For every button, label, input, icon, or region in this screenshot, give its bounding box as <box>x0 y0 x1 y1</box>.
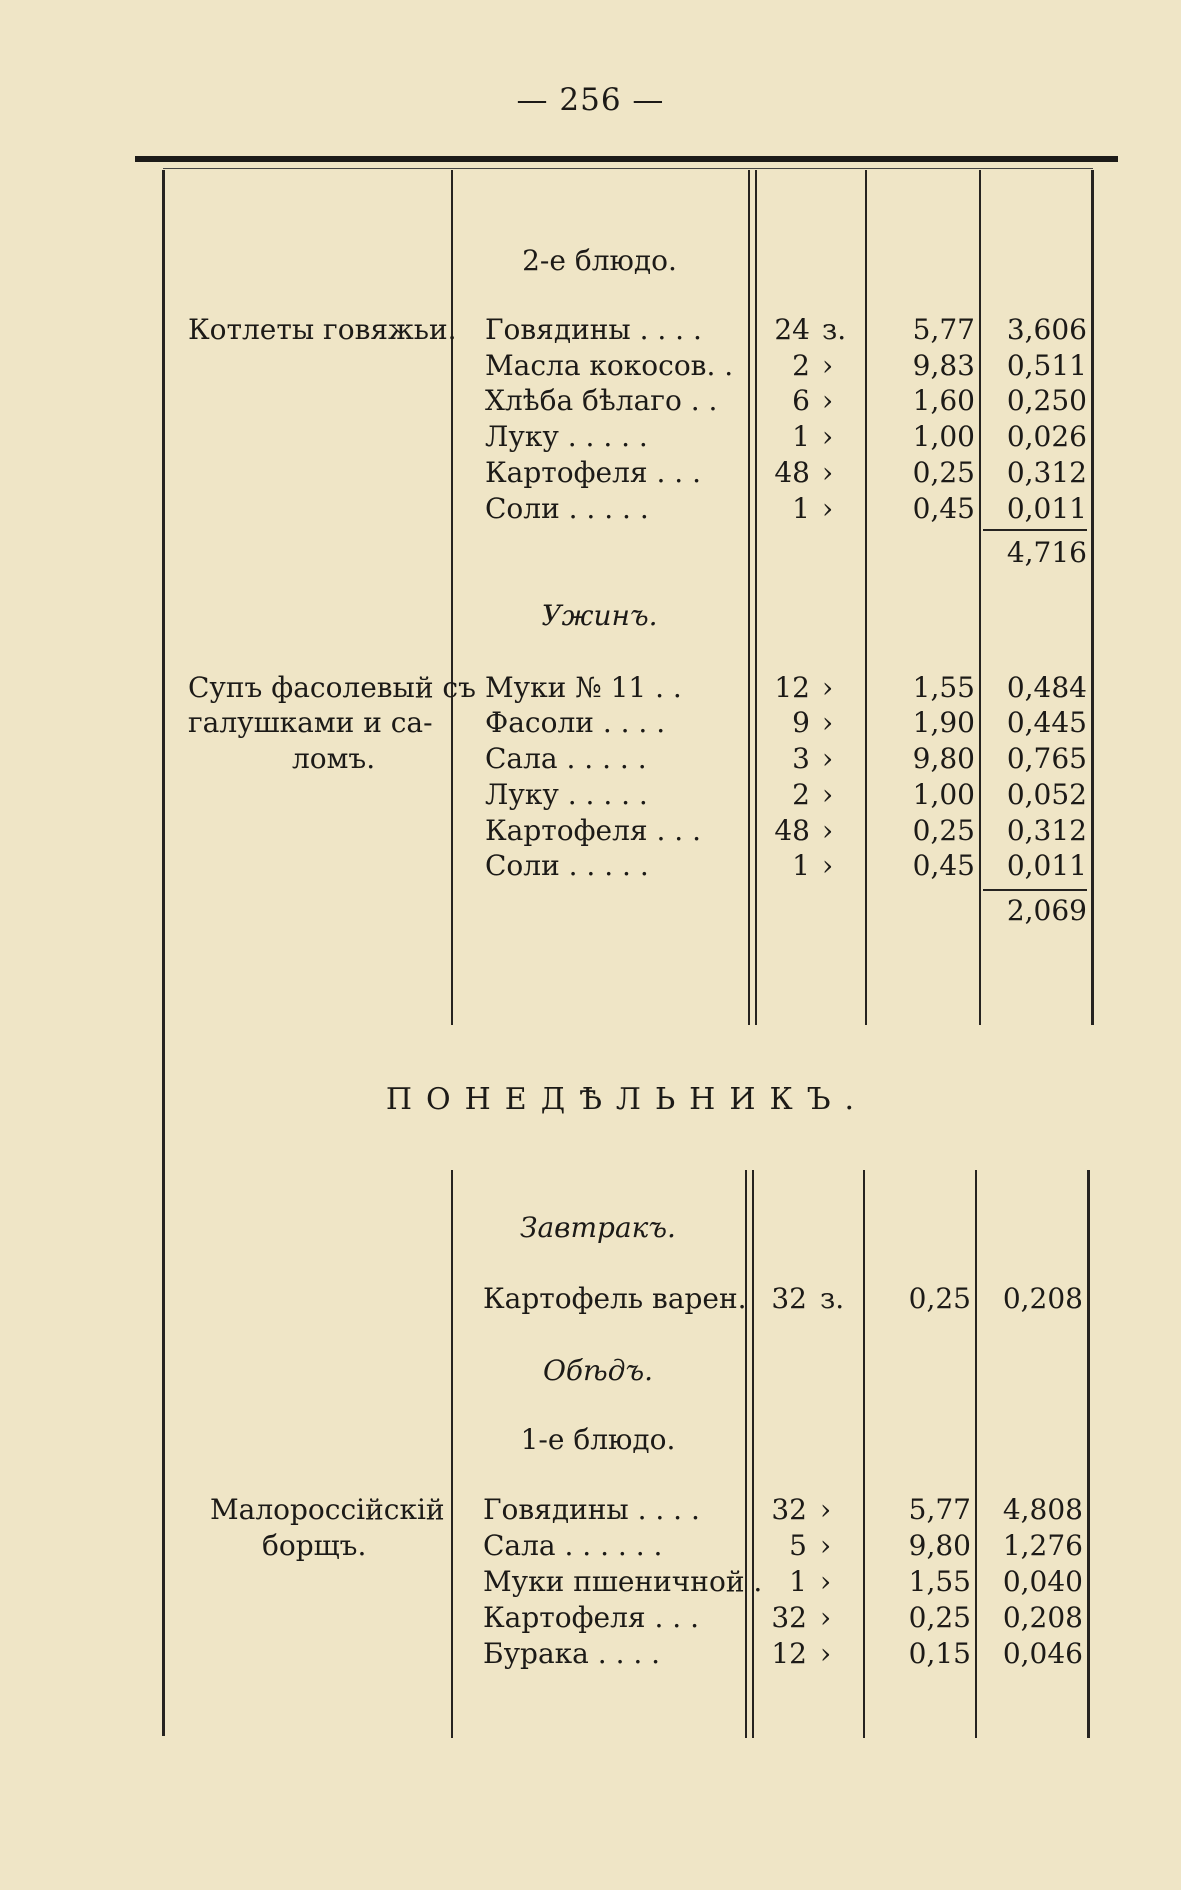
ingredient-name: Муки пшеничной . <box>483 1565 763 1598</box>
ingredient-name: Говядины . . . . <box>483 1493 700 1526</box>
cost: 0,011 <box>1006 849 1087 882</box>
ingredient-name: Луку . . . . . <box>485 420 648 453</box>
ingredient-name: Соли . . . . . <box>485 849 649 882</box>
price: 9,80 <box>908 1529 971 1562</box>
dish-name: борщъ. <box>262 1529 367 1562</box>
unit: з. <box>822 313 847 346</box>
ingredient-name: Соли . . . . . <box>485 492 649 525</box>
cost: 0,208 <box>1002 1282 1083 1315</box>
ingredient-name: Картофеля . . . <box>483 1601 699 1634</box>
left-border-line <box>162 170 165 1736</box>
cost: 0,046 <box>1002 1637 1083 1670</box>
cost: 4,808 <box>1002 1493 1083 1526</box>
cost: 0,484 <box>1006 671 1087 704</box>
quantity: 32 <box>771 1282 807 1315</box>
unit: › <box>822 456 834 489</box>
price: 9,83 <box>912 349 975 382</box>
price: 0,45 <box>912 492 975 525</box>
dish-name: галушками и са- <box>188 706 433 739</box>
unit: › <box>822 349 834 382</box>
price: 0,25 <box>912 814 975 847</box>
unit: › <box>822 814 834 847</box>
unit: › <box>820 1529 832 1562</box>
section-total: 2,069 <box>1006 894 1087 927</box>
cost: 0,312 <box>1006 814 1087 847</box>
unit: › <box>820 1493 832 1526</box>
ingredient-name: Масла кокосов. . <box>485 349 734 382</box>
price: 1,55 <box>912 671 975 704</box>
dish-name: Малороссійскій <box>210 1493 445 1526</box>
ingredient-name: Бурака . . . . <box>483 1637 661 1670</box>
quantity: 5 <box>789 1529 807 1562</box>
unit: › <box>820 1637 832 1670</box>
unit: › <box>822 671 834 704</box>
cost: 0,312 <box>1006 456 1087 489</box>
price: 0,15 <box>908 1637 971 1670</box>
price: 0,25 <box>908 1282 971 1315</box>
ingredient-name: Говядины . . . . <box>485 313 702 346</box>
column-divider <box>755 170 757 1025</box>
price: 0,25 <box>908 1601 971 1634</box>
price: 5,77 <box>912 313 975 346</box>
right-border-line <box>1091 170 1094 1025</box>
cost: 0,040 <box>1002 1565 1083 1598</box>
ingredient-name: Хлѣба бѣлаго . . <box>485 384 718 417</box>
price: 5,77 <box>908 1493 971 1526</box>
page-number: — 256 — <box>516 82 665 118</box>
price: 1,60 <box>912 384 975 417</box>
price: 1,55 <box>908 1565 971 1598</box>
price: 1,00 <box>912 778 975 811</box>
cost: 0,511 <box>1006 349 1087 382</box>
ingredient-name: Картофеля . . . <box>485 814 701 847</box>
ingredient-name: Картофель варен. <box>483 1282 747 1315</box>
unit: › <box>822 706 834 739</box>
cost: 0,011 <box>1006 492 1087 525</box>
cost: 0,445 <box>1006 706 1087 739</box>
unit: › <box>822 420 834 453</box>
unit: з. <box>820 1282 845 1315</box>
cost: 0,052 <box>1006 778 1087 811</box>
ingredient-name: Муки № 11 . . <box>485 671 682 704</box>
unit: › <box>820 1601 832 1634</box>
quantity: 3 <box>792 742 810 775</box>
column-divider <box>748 170 750 1025</box>
unit: › <box>822 384 834 417</box>
meal-heading: Ужинъ. <box>541 599 658 632</box>
quantity: 48 <box>774 814 810 847</box>
total-rule <box>983 529 1087 531</box>
cost: 0,208 <box>1002 1601 1083 1634</box>
right-border-line <box>1087 1170 1090 1738</box>
cost: 0,250 <box>1006 384 1087 417</box>
column-divider <box>745 1170 747 1738</box>
unit: › <box>822 778 834 811</box>
top-rule <box>135 156 1118 162</box>
quantity: 6 <box>792 384 810 417</box>
cost: 0,765 <box>1006 742 1087 775</box>
section-total: 4,716 <box>1006 536 1087 569</box>
cost: 3,606 <box>1006 313 1087 346</box>
quantity: 12 <box>774 671 810 704</box>
cost: 0,026 <box>1006 420 1087 453</box>
quantity: 1 <box>789 1565 807 1598</box>
price: 9,80 <box>912 742 975 775</box>
ingredient-name: Картофеля . . . <box>485 456 701 489</box>
price: 1,00 <box>912 420 975 453</box>
price: 0,25 <box>912 456 975 489</box>
price: 0,45 <box>912 849 975 882</box>
unit: › <box>822 742 834 775</box>
ingredient-name: Луку . . . . . <box>485 778 648 811</box>
column-divider <box>865 170 867 1025</box>
unit: › <box>822 849 834 882</box>
quantity: 32 <box>771 1601 807 1634</box>
quantity: 12 <box>771 1637 807 1670</box>
dish-name: Котлеты говяжьи. <box>188 313 457 346</box>
unit: › <box>822 492 834 525</box>
ingredient-name: Сала . . . . . <box>485 742 647 775</box>
quantity: 48 <box>774 456 810 489</box>
quantity: 2 <box>792 778 810 811</box>
ingredient-name: Сала . . . . . . <box>483 1529 663 1562</box>
meal-heading: Обѣдъ. <box>542 1354 654 1387</box>
quantity: 1 <box>792 492 810 525</box>
price: 1,90 <box>912 706 975 739</box>
quantity: 9 <box>792 706 810 739</box>
quantity: 1 <box>792 420 810 453</box>
total-rule <box>983 889 1087 891</box>
day-heading: ПОНЕДѢЛЬНИКЪ. <box>385 1082 869 1117</box>
dish-name: Супъ фасолевый съ <box>188 671 476 704</box>
quantity: 1 <box>792 849 810 882</box>
ingredient-name: Фасоли . . . . <box>485 706 666 739</box>
dish-name: ломъ. <box>292 742 376 775</box>
meal-heading: Завтракъ. <box>520 1211 676 1244</box>
section-subheading: 1-е блюдо. <box>520 1423 676 1456</box>
top-thin-rule <box>163 168 1093 169</box>
quantity: 2 <box>792 349 810 382</box>
quantity: 24 <box>774 313 810 346</box>
unit: › <box>820 1565 832 1598</box>
cost: 1,276 <box>1002 1529 1083 1562</box>
quantity: 32 <box>771 1493 807 1526</box>
section-subheading: 2-е блюдо. <box>522 244 677 277</box>
